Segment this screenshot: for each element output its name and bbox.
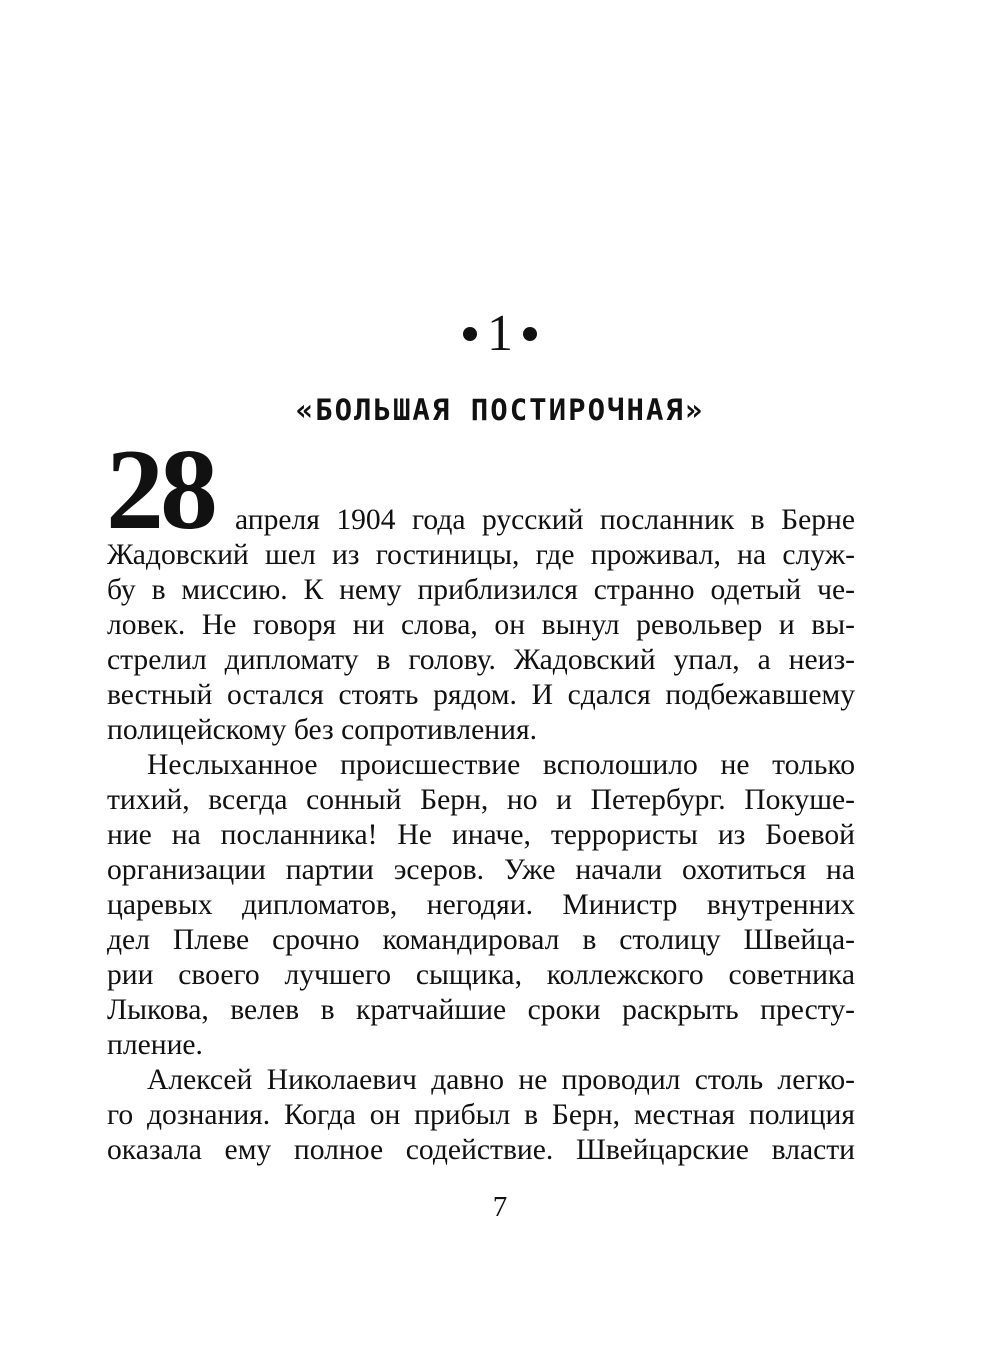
- text-line: Лыкова, велев в кратчайшие сроки раскрыть престу-: [107, 994, 855, 1026]
- text-line: тихий, всегда сонный Берн, но и Петербург. Покуше-: [107, 784, 855, 816]
- bullet-dot-right: [523, 327, 537, 341]
- chapter-title: «БОЛЬШАЯ ПОСТИРОЧНАЯ»: [295, 393, 705, 427]
- text-line: оказала ему полное содействие. Швейцарские власти: [107, 1134, 855, 1166]
- drop-cap: 28: [106, 426, 214, 554]
- text-line: организации партии эсеров. Уже начали охотиться на: [107, 854, 855, 886]
- page-number: 7: [492, 1191, 508, 1223]
- text-line: рии своего лучшего сыщика, коллежского советника: [107, 959, 855, 991]
- bullet-dot-left: [463, 327, 477, 341]
- text-line: апреля 1904 года русский посланник в Берне: [235, 504, 855, 536]
- text-line: дел Плеве срочно командировал в столицу Швейца-: [107, 924, 855, 956]
- text-line: го дознания. Когда он прибыл в Берн, местная полиция: [107, 1099, 855, 1131]
- text-line: царевых дипломатов, негодяи. Министр внутренних: [107, 889, 855, 921]
- text-line: Алексей Николаевич давно не проводил столь легко-: [147, 1064, 855, 1096]
- chapter-number: [0, 305, 1000, 362]
- text-line: бу в миссию. К нему приблизился странно одетый че-: [107, 574, 855, 606]
- text-line: Жадовский шел из гостиницы, где проживал, на служ-: [107, 539, 855, 571]
- text-line: полицейскому без сопротивления.: [107, 714, 537, 746]
- text-line: ние на посланника! Не иначе, террористы из Боевой: [107, 819, 855, 851]
- text-line: пление.: [107, 1029, 203, 1061]
- text-line: ловек. Не говоря ни слова, он вынул револьвер и вы-: [107, 609, 855, 641]
- chapter-number-text: 1: [487, 305, 513, 362]
- text-line: вестный остался стоять рядом. И сдался подбежавшему: [107, 679, 855, 711]
- text-line: Неслыханное происшествие всполошило не только: [147, 749, 855, 781]
- text-line: стрелил дипломату в голову. Жадовский упал, а неиз-: [107, 644, 855, 676]
- body-text: [107, 503, 855, 1168]
